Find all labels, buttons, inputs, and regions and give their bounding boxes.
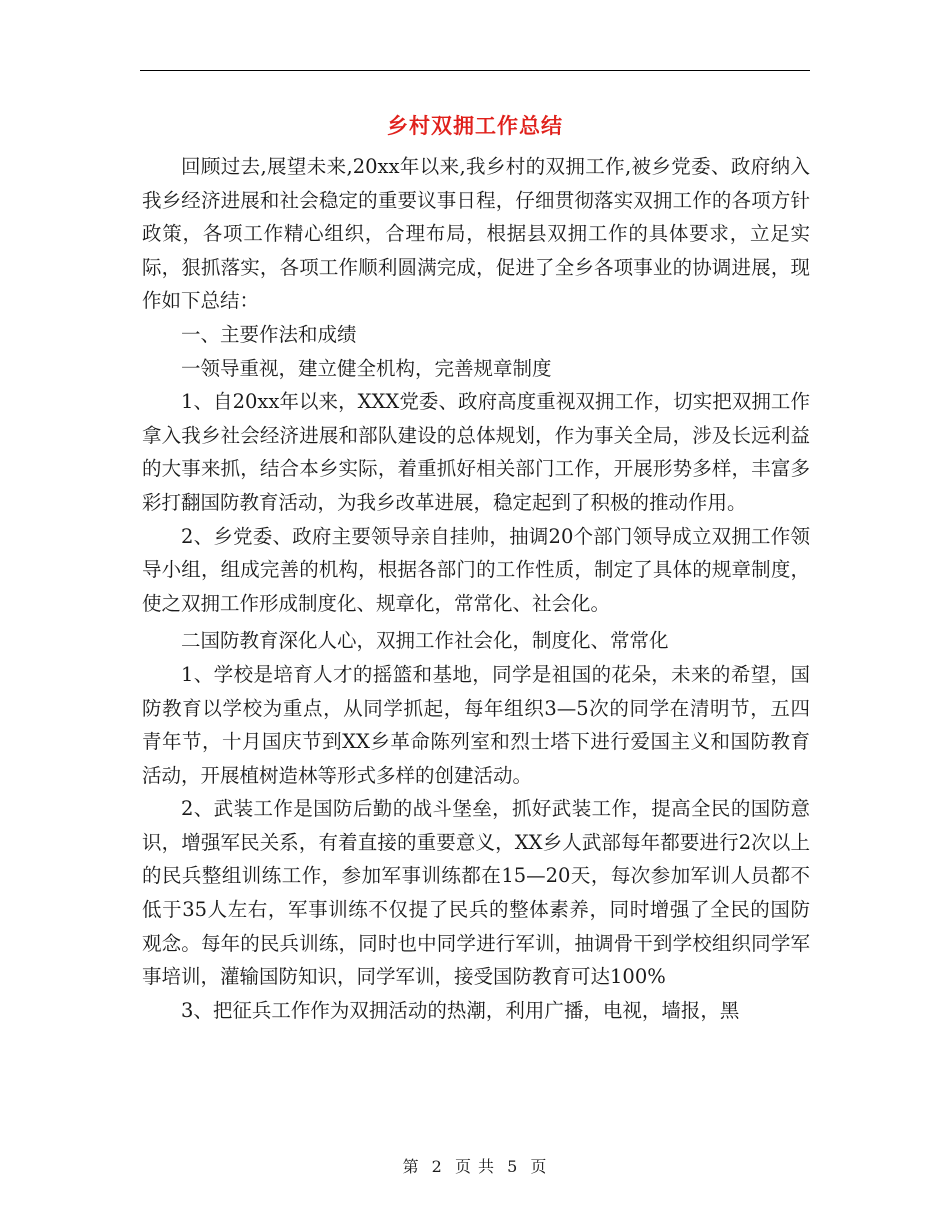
document-body: [142, 150, 810, 1027]
paragraph: 2、武装工作是国防后勤的战斗堡垒，抓好武装工作，提高全民的国防意识，增强军民关系，有着直接的重要意义，XX乡人武部每年都要进行2次以上的民兵整组训练工作，参加军事训练都在15—20天，每次参加军训人员都不低于35人左右，军事训练不仅提了民兵的整体素养，同时增强了全民的国防观念。每年的民兵训练，同时也中同学进行军训，抽调骨干到学校组织同学军事培训，灌输国防知识，同学军训，接受国防教育可达100%: [142, 797, 810, 989]
footer-middle: 页 共: [454, 1157, 496, 1176]
footer-total-pages: 5: [507, 1157, 519, 1176]
paragraph: 3、把征兵工作作为双拥活动的热潮，利用广播，电视，墙报，黑: [181, 998, 740, 1022]
footer-prefix: 第: [402, 1157, 420, 1176]
subsection-heading: 二国防教育深化人心，双拥工作社会化，制度化、常常化: [181, 629, 669, 653]
footer-page-number: 2: [431, 1157, 443, 1176]
paragraph: 回顾过去,展望未来,20xx年以来,我乡村的双拥工作,被乡党委、政府纳入我乡经济进展和社会稳定的重要议事日程，仔细贯彻落实双拥工作的各项方针政策，各项工作精心组织，合理布局，根据县双拥工作的具体要求，立足实际，狠抓落实，各项工作顺利圆满完成，促进了全乡各项事业的协调进展，现作如下总结：: [142, 155, 810, 313]
paragraph: 2、乡党委、政府主要领导亲自挂帅，抽调20个部门领导成立双拥工作领导小组，组成完善的机构，根据各部门的工作性质，制定了具体的规章制度，使之双拥工作形成制度化、规章化，常常化、社会化。: [142, 524, 810, 615]
section-heading: 一、主要作法和成绩: [181, 322, 357, 346]
header-rule: [140, 70, 810, 71]
document-title: 乡村双拥工作总结: [387, 113, 563, 138]
paragraph: 1、学校是培育人才的摇篮和基地，同学是祖国的花朵，未来的希望，国防教育以学校为重点，从同学抓起，每年组织3—5次的同学在清明节，五四青年节，十月国庆节到XX乡革命陈列室和烈士塔下进行爱国主义和国防教育活动，开展植树造林等形式多样的创建活动。: [142, 662, 810, 787]
footer-suffix: 页: [530, 1157, 548, 1176]
page-footer: [140, 1154, 810, 1177]
paragraph: 1、自20xx年以来，XXX党委、政府高度重视双拥工作，切实把双拥工作拿入我乡社会经济进展和部队建设的总体规划，作为事关全局，涉及长远利益的大事来抓，结合本乡实际，着重抓好相关部门工作，开展形势多样，丰富多彩打翻国防教育活动，为我乡改革进展，稳定起到了积极的推动作用。: [142, 390, 810, 514]
subsection-heading: 一领导重视，建立健全机构，完善规章制度: [181, 356, 552, 380]
